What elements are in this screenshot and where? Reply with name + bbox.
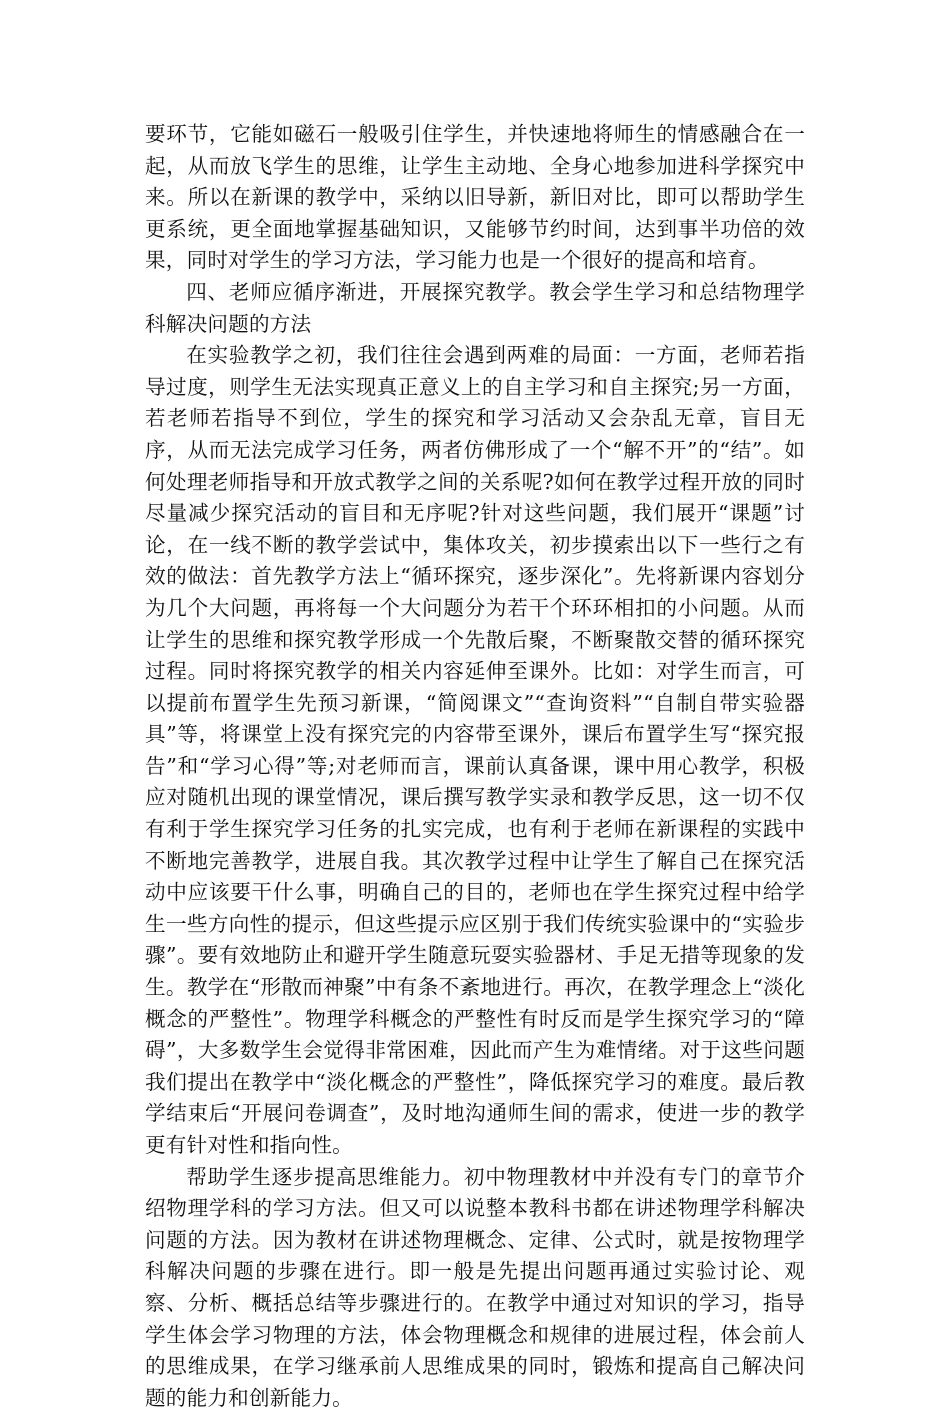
paragraph-experiment-teaching: 在实验教学之初，我们往往会遇到两难的局面：一方面，老师若指导过度，则学生无法实现真正意义上的自主学习和自主探究;另一方面，若老师若指导不到位，学生的探究和学习活动又会杂乱无章，盲目无序，从而无法完成学习任务，两者仿佛形成了一个“解不开”的“结”。如何处理老师指导和开放式教学之间的关系呢?如何在教学过程开放的同时尽量减少探究活动的盲目和无序呢?针对这些问题，我们展开“课题”讨论，在一线不断的教学尝试中，集体攻关，初步摸索出以下一些行之有效的做法：首先教学方法上“循环探究，逐步深化”。先将新课内容划分为几个大问题，再将每一个大问题分为若干个环环相扣的小问题。从而让学生的思维和探究教学形成一个先散后聚，不断聚散交替的循环探究过程。同时将探究教学的相关内容延伸至课外。比如：对学生而言，可以提前布置学生先预习新课，“简阅课文”“查询资料”“自制自带实验器具”等，将课堂上没有探究完的内容带至课外，课后布置学生写“探究报告”和“学习心得”等;对老师而言，课前认真备课，课中用心教学，积极应对随机出现的课堂情况，课后撰写教学实录和教学反思，这一切不仅有利于学生探究学习任务的扎实完成，也有利于老师在新课程的实践中不断地完善教学，进展自我。其次教学过程中让学生了解自己在探究活动中应该要干什么事，明确自己的目的，老师也在学生探究过程中给学生一些方向性的提示，但这些提示应区别于我们传统实验课中的“实验步骤”。要有效地防止和避开学生随意玩耍实验器材、手足无措等现象的发生。教学在“形散而神聚”中有条不紊地进行。再次，在教学理念上“淡化概念的严整性”。物理学科概念的严整性有时反而是学生探究学习的“障碍”，大多数学生会觉得非常困难，因此而产生为难情绪。对于这些问题我们提出在教学中“淡化概念的严整性”，降低探究学习的难度。最后教学结束后“开展问卷调查”，及时地沟通师生间的需求，使进一步的教学更有针对性和指向性。 (145, 343, 805, 1157)
paragraph-continuation: 要环节，它能如磁石一般吸引住学生，并快速地将师生的情感融合在一起，从而放飞学生的思维，让学生主动地、全身心地参加进科学探究中来。所以在新课的教学中，采纳以旧导新，新旧对比，即可以帮助学生更系统，更全面地掌握基础知识，又能够节约时间，达到事半功倍的效果，同时对学生的学习方法，学习能力也是一个很好的提高和培育。 (145, 122, 805, 273)
section-heading-four: 四、老师应循序渐进，开展探究教学。教会学生学习和总结物理学科解决问题的方法 (145, 279, 805, 336)
paragraph-thinking-ability: 帮助学生逐步提高思维能力。初中物理教材中并没有专门的章节介绍物理学科的学习方法。但又可以说整本教科书都在讲述物理学科解决问题的方法。因为教材在讲述物理概念、定律、公式时，就是按物理学科解决问题的步骤在进行。即一般是先提出问题再通过实验讨论、观察、分析、概括总结等步骤进行的。在教学中通过对知识的学习，指导学生体会学习物理的方法，体会物理概念和规律的进展过程，体会前人的思维成果，在学习继承前人思维成果的同时，锻炼和提高自己解决问题的能力和创新能力。 (145, 1164, 805, 1410)
document-body (145, 119, 805, 1414)
